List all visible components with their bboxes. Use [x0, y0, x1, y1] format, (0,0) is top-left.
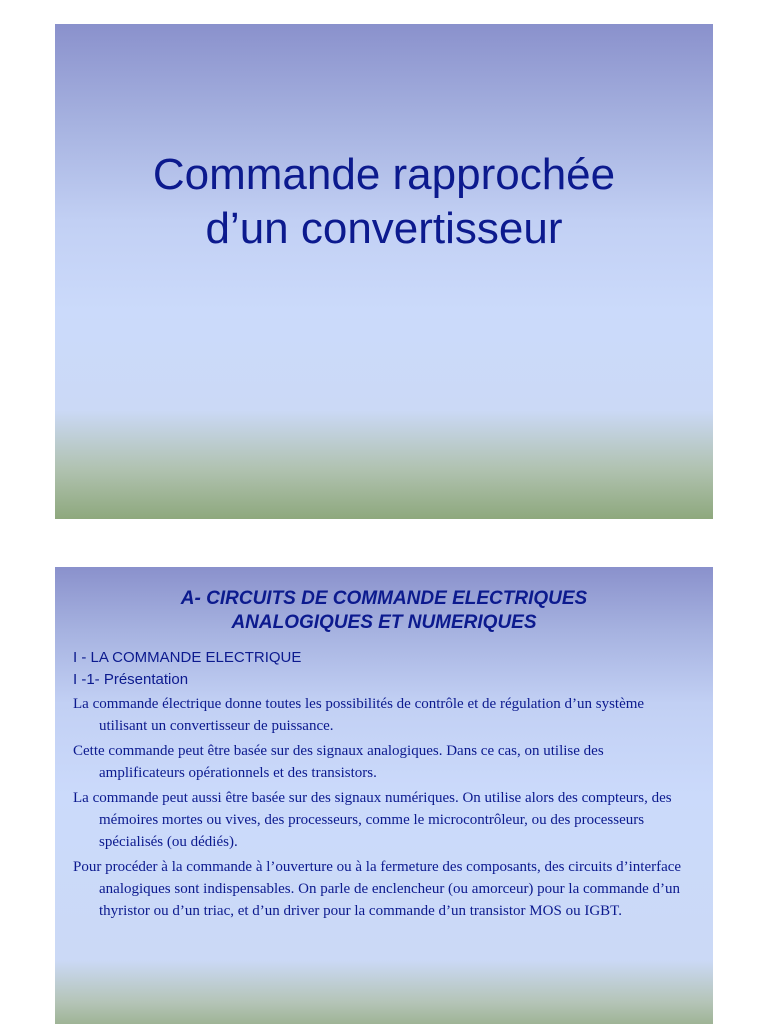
paragraph: Pour procéder à la commande à l’ouverture ou à la fermeture des composants, des circuits d’interface analogiques sont indispensables. On parle de enclencheur (ou amorceur) pour la commande d’un thyristor ou d’un triac, et d’un driver pour la commande d’un transistor MOS ou IGBT. — [73, 859, 682, 919]
subheading-section: I -1- Présentation — [73, 671, 189, 688]
content-slide — [55, 567, 713, 1024]
body-text — [55, 693, 713, 922]
subheading-list — [73, 647, 713, 691]
paragraph: La commande électrique donne toutes les possibilités de contrôle et de régulation d’un système utilisant un convertisseur de puissance. — [73, 696, 645, 734]
slide-title — [55, 148, 713, 256]
paragraph: Cette commande peut être basée sur des signaux analogiques. Dans ce cas, on utilise des amplificateurs opérationnels et des transistors. — [73, 743, 604, 781]
slide-title-line-2: d’un convertisseur — [205, 204, 563, 253]
title-slide — [55, 24, 713, 519]
paragraph: La commande peut aussi être basée sur des signaux numériques. On utilise alors des compteurs, des mémoires mortes ou vives, des processeurs, comme le microcontrôleur, ou des processeurs spécialisés (ou dédiés). — [73, 790, 672, 850]
section-heading-line-2: ANALOGIQUES ET NUMERIQUES — [231, 612, 537, 633]
section-heading-line-1: A- CIRCUITS DE COMMANDE ELECTRIQUES — [180, 588, 588, 609]
section-heading — [55, 567, 713, 635]
subheading-chapter: I - LA COMMANDE ELECTRIQUE — [73, 649, 302, 666]
slide-title-line-1: Commande rapprochée — [152, 150, 616, 199]
